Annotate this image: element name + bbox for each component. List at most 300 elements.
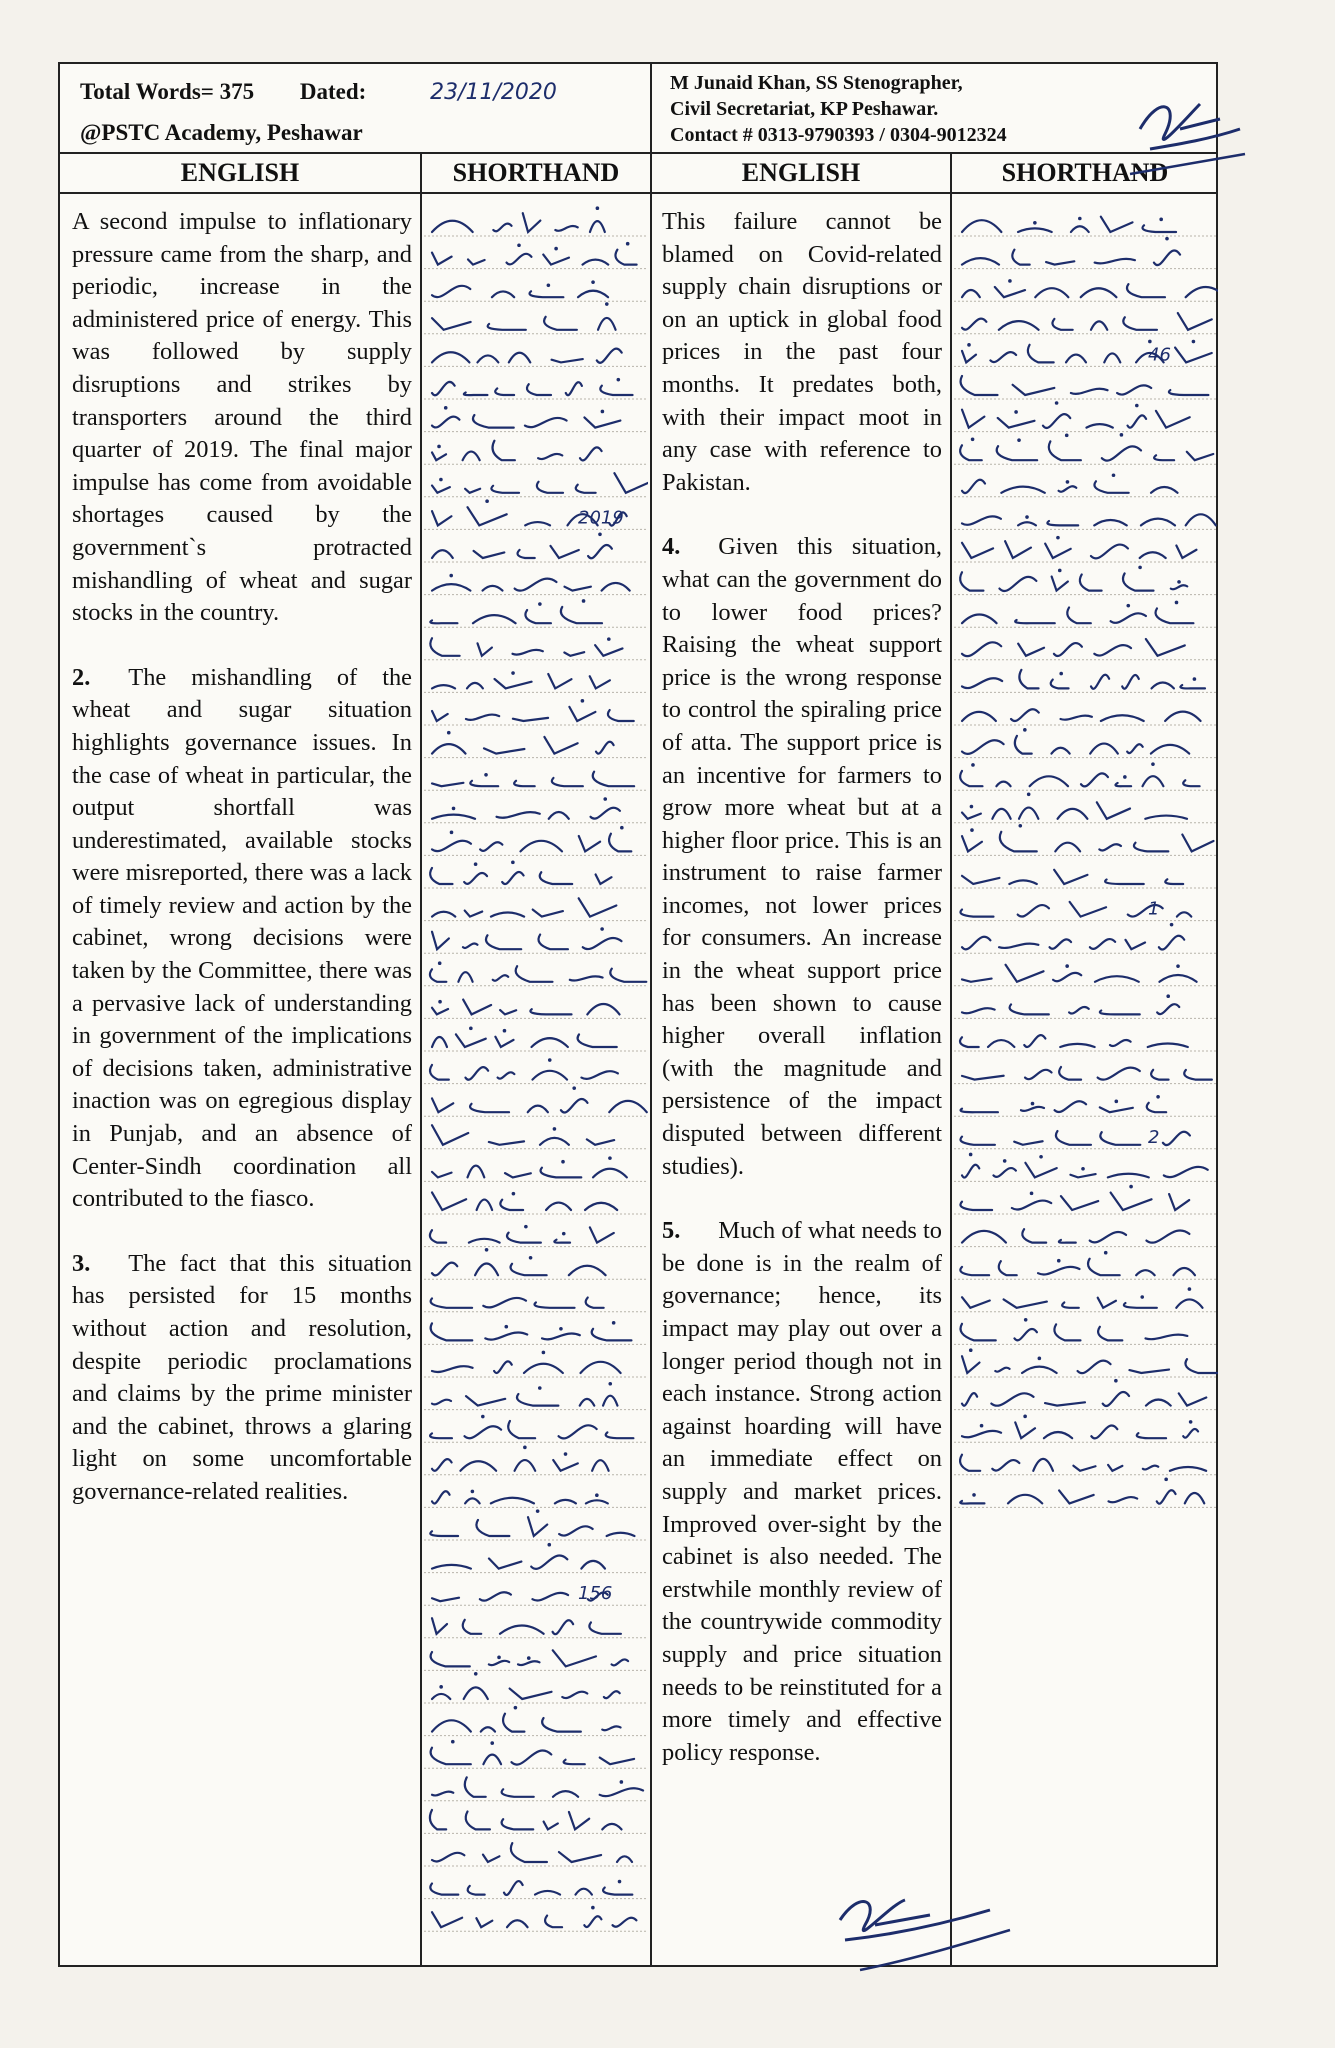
shorthand-dot [438,961,442,965]
shorthand-dot [1126,604,1130,608]
shorthand-stroke [432,1400,451,1405]
shorthand-stroke [1115,783,1131,786]
shorthand-dot [971,437,975,441]
shorthand-stroke [559,1425,597,1438]
shorthand-stroke [962,642,1001,656]
shorthand-stroke [480,842,502,851]
shorthand-stroke [1054,870,1087,884]
shorthand-stroke [430,969,446,982]
shorthand-stroke [481,1727,495,1731]
shorthand-stroke [1124,1303,1157,1308]
shorthand-stroke [1156,411,1190,428]
shorthand-stroke [1071,226,1089,232]
shorthand-dot [439,478,443,482]
shorthand-stroke [988,1040,1014,1047]
shorthand-dot [1188,1287,1192,1291]
shorthand-stroke [1051,748,1069,754]
shorthand-dot [485,1248,489,1252]
shorthand-stroke [543,255,569,265]
shorthand-stroke [432,1598,459,1601]
shorthand-stroke [511,1843,547,1862]
shorthand-dot [1176,964,1180,968]
shorthand-stroke [1164,1167,1208,1177]
shorthand-stroke [962,1356,979,1373]
shorthand-stroke [432,486,450,493]
shorthand-dot [618,1880,622,1884]
shorthand-dot [1059,672,1063,676]
header-english-right: ENGLISH [741,158,861,187]
shorthand-dot [449,574,453,578]
shorthand-stroke [962,937,990,950]
shorthand-stroke [489,1661,509,1665]
shorthand-stroke [502,872,523,884]
shorthand-stroke [485,1332,527,1339]
paragraph-2: 2. The mishandling of the wheat and sugar situation highlights governance issues. In the case of wheat in particular, the output shortfall was underestimated, available stocks were misreported, there was a lack of timely review and action by the cabinet, wrong decisions were taken by the Committee, there was a pervasive lack of understanding in government of the implications of decisions taken, administrative inaction was on egregious display in Punjab, and an absence of Center-Sindh coordination all contributed to the fiasco. [72,663,412,1213]
shorthand-stroke [1145,816,1187,819]
shorthand-stroke [562,1692,587,1698]
shorthand-stroke [432,1098,453,1112]
shorthand-stroke [595,645,622,656]
shorthand-dot [967,343,971,347]
shorthand-stroke [998,418,1035,428]
shorthand-stroke [532,1071,567,1080]
shorthand-stroke [493,975,508,980]
shorthand-stroke [432,221,473,232]
shorthand-dot [626,242,630,246]
shorthand-stroke [1066,355,1086,363]
shorthand-stroke [542,1718,581,1732]
shorthand-stroke [528,1106,548,1113]
shorthand-dot [514,1706,518,1710]
shorthand-dot [523,1446,527,1450]
shorthand-stroke [1059,1490,1094,1503]
shorthand-stroke [432,1491,450,1503]
shorthand-stroke [1059,486,1077,491]
shorthand-stroke [578,291,608,298]
shorthand-stroke [1117,385,1151,394]
shorthand-stroke [432,1125,468,1145]
shorthand-stroke [1015,620,1055,623]
shorthand-stroke [467,683,483,689]
shorthand-stroke [960,910,993,917]
shorthand-stroke [1000,832,1037,852]
shorthand-stroke [962,1431,1001,1437]
shorthand-stroke [1015,736,1032,754]
shorthand-stroke [1055,1101,1087,1112]
shorthand-stroke [483,586,503,591]
shorthand-stroke [1127,744,1142,753]
shorthand-stroke [960,1455,980,1471]
shorthand-dot [1114,1379,1118,1383]
shorthand-stroke [1099,844,1121,850]
shorthand-stroke [432,452,446,460]
shorthand-stroke [1187,452,1213,460]
shorthand-stroke [962,1076,1004,1080]
shorthand-stroke [1123,317,1157,330]
shorthand-stroke [477,355,498,362]
shorthand-stroke [1157,1490,1176,1503]
shorthand-stroke [1151,1070,1168,1080]
shorthand-stroke [491,486,519,493]
shorthand-stroke [1025,1070,1052,1079]
shorthand-stroke [1004,1299,1047,1307]
shorthand-stroke [432,1912,462,1927]
author-office: Civil Secretariat, KP Peshawar. [670,98,939,120]
shorthand-stroke [1052,319,1072,330]
shorthand-stroke [1090,1232,1126,1242]
shorthand-stroke [514,781,535,786]
shorthand-stroke [615,250,636,265]
shorthand-dot [547,283,551,287]
shorthand-stroke [489,1141,524,1144]
shorthand-stroke [1137,1433,1166,1438]
shorthand-stroke [1176,1299,1202,1307]
shorthand-stroke [508,1421,535,1438]
shorthand-stroke [552,778,583,786]
shorthand-stroke [1151,487,1178,493]
shorthand-stroke [580,1399,595,1406]
shorthand-stroke [1134,843,1168,852]
shorthand-stroke [432,352,469,362]
shorthand-stroke [431,1298,472,1307]
shorthand-stroke [432,286,470,297]
shorthand-dot [1008,279,1012,283]
shorthand-stroke [432,815,475,819]
shorthand-dot [529,1256,533,1260]
shorthand-dot [1193,677,1197,681]
shorthand-stroke [544,737,577,754]
shorthand-stroke [502,1789,534,1797]
shorthand-dot [542,1351,546,1355]
shorthand-stroke [1015,1329,1037,1340]
shorthand-stroke [476,1918,492,1927]
shorthand-stroke [1180,685,1205,688]
shorthand-dot [517,243,521,247]
shorthand-stroke [1111,613,1146,622]
shorthand-stroke [507,254,532,265]
shorthand-stroke [531,1038,567,1047]
shorthand-stroke [962,712,996,721]
shorthand-dot [1140,1295,1144,1299]
shorthand-stroke [516,966,553,982]
shorthand-stroke [1061,1196,1098,1210]
shorthand-stroke [561,1099,588,1112]
shorthand-dot [620,826,624,830]
shorthand-dot [511,861,515,865]
shorthand-stroke [500,1200,523,1210]
dated-label: Dated: [299,79,367,104]
shorthand-dot [1058,569,1062,573]
shorthand-number: 46 [1148,344,1171,366]
shorthand-stroke [1070,902,1106,917]
shorthand-stroke [1071,389,1108,394]
shorthand-stroke [606,1432,634,1438]
shorthand-stroke [1062,1302,1079,1307]
shorthand-stroke [992,809,1010,819]
shorthand-dot [582,599,586,603]
shorthand-dot [471,1490,475,1494]
shorthand-stroke [1018,228,1052,232]
shorthand-stroke [1025,1163,1056,1178]
shorthand-stroke [553,1620,574,1634]
shorthand-stroke [510,1689,552,1699]
shorthand-stroke [576,485,596,493]
shorthand-dot [1065,964,1069,968]
shorthand-stroke [1185,1493,1204,1503]
paragraph-4: 4. Given this situation, what can the government do to lower food prices? Raising the wheat support price is the wrong response to control the spiraling price of atta. The support price is an incentive for farmers to grow more wheat but at a higher floor price. This is an instrument to raise farmer incomes, not lower prices for consumers. An increase in the wheat support price has been shown to cause higher overall inflation (with the magnitude and persistence of the impact disputed between different studies). [662,533,942,1180]
shorthand-stroke [532,1593,568,1601]
shorthand-stroke [609,834,631,852]
shorthand-dot [511,671,515,675]
shorthand-stroke [1159,936,1184,950]
paragraph-5: 5. Much of what needs to be done is in the realm of governance; hence, its impact may play out over a longer period though not in each instance. Strong action against hoarding will have an immediate effect on supply and market prices. Improved over-sight by the cabinet is also needed. The erstwhile monthly review of the countrywide commodity supply and price situation needs to be reinstituted for a more timely and effective policy response. [662,1217,942,1766]
shorthand-stroke [1094,520,1127,525]
shorthand-stroke [432,912,455,917]
shorthand-stroke [432,1792,453,1796]
shorthand-stroke [432,382,455,395]
shorthand-stroke [581,1071,617,1079]
shorthand-stroke [475,1263,498,1275]
shorthand-stroke [581,1561,605,1569]
shorthand-stroke [1111,1193,1152,1210]
header-english-left: ENGLISH [180,158,300,187]
shorthand-dot [1014,410,1018,414]
shorthand-left [424,204,648,1964]
shorthand-dot [1066,480,1070,484]
shorthand-dot [1192,340,1196,344]
shorthand-stroke [552,359,583,362]
shorthand-stroke [473,415,514,428]
shorthand-stroke [432,1008,448,1015]
shorthand-stroke [432,1366,473,1372]
shorthand-dot [484,773,488,777]
shorthand-stroke [1091,1426,1117,1439]
shorthand-stroke [1091,545,1128,559]
shorthand-stroke [961,1109,998,1113]
shorthand-dot [1031,1102,1035,1106]
shorthand-stroke [492,291,514,297]
shorthand-strokes-left [424,204,648,1964]
shorthand-dot [969,1153,973,1157]
shorthand-stroke [960,1037,979,1047]
shorthand-stroke [497,812,540,818]
shorthand-stroke [583,260,609,265]
shorthand-stroke [600,1758,634,1765]
shorthand-stroke [999,1261,1017,1275]
shorthand-dot [605,302,609,306]
shorthand-stroke [549,812,569,819]
shorthand-stroke [960,445,982,460]
shorthand-stroke [432,1694,450,1699]
shorthand-stroke [545,1916,562,1928]
shorthand-dot [1023,1415,1027,1419]
shorthand-stroke [538,935,567,950]
shorthand-stroke [1088,1259,1120,1275]
shorthand-stroke [1030,776,1068,786]
shorthand-stroke [1090,939,1115,949]
shorthand-stroke [999,577,1036,591]
shorthand-stroke [1182,835,1213,852]
shorthand-stroke [962,876,999,884]
shorthand-stroke [465,911,483,917]
shorthand-stroke [528,1517,547,1536]
shorthand-stroke [962,543,993,558]
shorthand-stroke [999,321,1039,330]
shorthand-stroke [1140,552,1166,558]
shorthand-stroke [509,353,530,363]
shorthand-number: 1 [1148,898,1160,920]
shorthand-stroke [962,740,1004,754]
shorthand-stroke [1044,1432,1072,1438]
shorthand-stroke [1148,1043,1188,1047]
shorthand-stroke [1143,776,1164,786]
shorthand-stroke [962,678,1002,688]
shorthand-stroke [465,489,480,493]
shorthand-stroke [544,317,577,330]
shorthand-dot [972,1493,976,1497]
shorthand-stroke [535,1891,560,1895]
shorthand-stroke [993,1168,1015,1177]
shorthand-stroke [1094,481,1128,493]
shorthand-stroke [960,1202,992,1210]
shorthand-stroke [544,1822,558,1830]
shorthand-stroke [1056,1131,1091,1145]
shorthand-stroke [540,872,572,884]
shorthand-stroke [535,1302,575,1307]
shorthand-stroke [1022,1367,1057,1373]
shorthand-stroke [1095,976,1139,982]
shorthand-stroke [569,707,595,721]
shorthand-stroke [1101,217,1133,232]
shorthand-stroke [483,1755,501,1765]
signature-stamp-bottom [820,1880,1020,1990]
shorthand-stroke [553,1791,578,1797]
shorthand-stroke [1019,808,1038,819]
shorthand-stroke [1005,541,1031,558]
shorthand-stroke [1086,424,1112,427]
shorthand-stroke [465,1498,480,1503]
shorthand-stroke [507,1233,541,1243]
shorthand-stroke [432,685,455,688]
shorthand-stroke [468,507,507,525]
shorthand-stroke [464,393,488,396]
shorthand-stroke [962,351,976,363]
shorthand-stroke [1018,905,1049,917]
shorthand-dot [538,1386,542,1390]
shorthand-stroke [1012,1201,1051,1210]
shorthand-stroke [991,1393,1033,1405]
shorthand-stroke [1049,441,1081,460]
shorthand-stroke [610,969,646,982]
shorthand-stroke [463,452,480,461]
shorthand-stroke [1178,313,1212,330]
shorthand-dot [591,280,595,284]
shorthand-stroke [580,447,602,460]
shorthand-dot [490,1741,494,1745]
shorthand-dot [603,797,607,801]
shorthand-stroke [477,1200,493,1210]
shorthand-stroke [561,607,602,623]
shorthand-stroke [431,1652,470,1666]
shorthand-stroke [1097,802,1130,818]
shorthand-stroke [1006,965,1044,982]
shorthand-stroke [491,1498,534,1504]
english-text-right [662,206,942,1801]
shorthand-stroke [431,1748,471,1764]
shorthand-stroke [598,318,616,330]
shorthand-stroke [520,841,562,852]
shorthand-stroke [1110,1040,1131,1046]
shorthand-stroke [960,1501,984,1504]
total-words: Total Words= 375 [80,79,255,104]
shorthand-stroke [1100,1107,1133,1112]
shorthand-dot [554,247,558,251]
shorthand-stroke [995,287,1025,297]
shorthand-stroke [1050,939,1072,948]
shorthand-dot [596,206,600,210]
shorthand-stroke [1105,879,1144,884]
shorthand-stroke [553,1460,578,1471]
shorthand-stroke [1010,1004,1049,1014]
shorthand-stroke [466,1396,505,1405]
shorthand-stroke [1080,574,1102,590]
shorthand-stroke [430,620,457,623]
shorthand-stroke [530,1009,571,1014]
shorthand-stroke [1008,1495,1042,1504]
shorthand-stroke [469,1239,500,1243]
shorthand-stroke [559,1526,593,1535]
shorthand-stroke [470,781,498,786]
shorthand-stroke [1146,639,1185,656]
shorthand-stroke [483,1855,499,1862]
shorthand-stroke [962,290,980,297]
shorthand-dot [553,1127,557,1131]
shorthand-stroke [579,898,617,916]
shorthand-stroke [566,382,582,395]
shorthand-dot [1123,775,1127,779]
shorthand-stroke [473,615,516,623]
shorthand-stroke [1171,585,1187,589]
shorthand-stroke [533,910,563,917]
shorthand-stroke [432,1172,452,1178]
shorthand-stroke [464,1687,488,1699]
shorthand-dot [1104,1251,1108,1255]
shorthand-stroke [548,674,571,688]
shorthand-stroke [596,874,612,884]
shorthand-dot [444,406,448,410]
shorthand-stroke [1169,1194,1189,1210]
shorthand-stroke [432,1459,452,1471]
shorthand-dot [1135,404,1139,408]
shorthand-dot [608,1156,612,1160]
shorthand-stroke [1035,288,1068,297]
shorthand-stroke [962,410,984,428]
shorthand-dot [620,1780,624,1784]
shorthand-stroke [592,1460,609,1471]
shorthand-stroke [575,1889,591,1895]
shorthand-stroke [600,1788,643,1796]
header-shorthand-right: SHORTHAND [1001,158,1169,187]
shorthand-stroke [1165,879,1183,884]
column-rule-1 [420,154,422,1965]
english-text-left [72,206,412,1541]
shorthand-stroke [1095,259,1135,263]
shorthand-stroke [478,643,492,655]
shorthand-stroke [1081,288,1117,297]
shorthand-stroke [1186,514,1216,525]
shorthand-stroke [1073,1466,1095,1471]
shorthand-stroke [1055,843,1080,852]
